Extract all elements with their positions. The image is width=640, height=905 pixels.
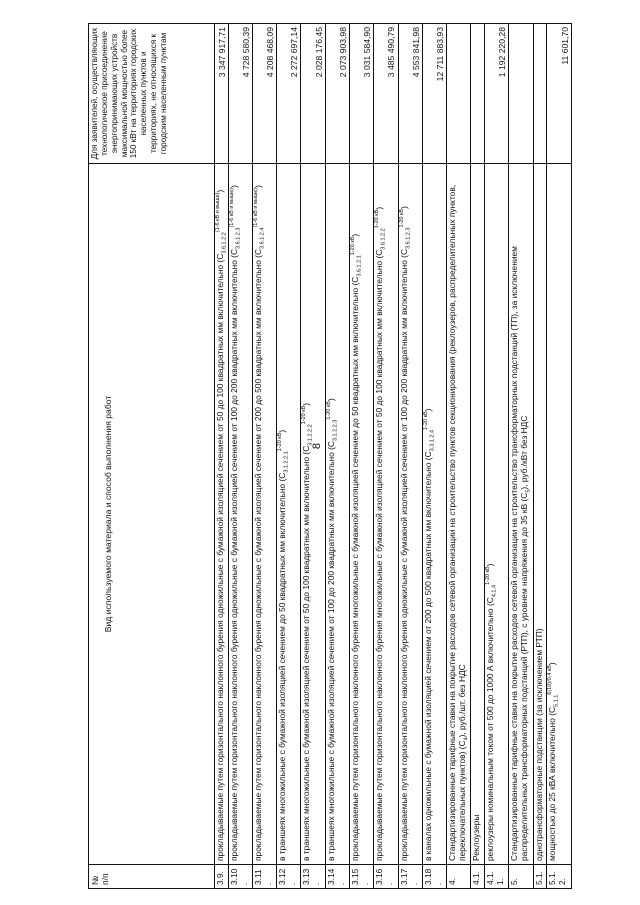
table-row <box>447 24 471 889</box>
row-number: 3.16. <box>374 865 398 889</box>
row-description-text: прокладываемые путем горизонтального наклонного бурения одножильные с бумажной изоляцией сечением от 100 до 200 квадратных мм включительно (С <box>398 248 409 861</box>
table-row <box>374 24 398 889</box>
table-body <box>214 24 571 889</box>
row-formula-subscript: 3.6.1.2.3 <box>235 227 242 249</box>
table-row <box>509 24 533 889</box>
row-formula-subscript: 3.3.1.2.4 <box>429 429 436 452</box>
row-formula-subscript: 3.1.2.2.3 <box>332 419 339 442</box>
page-number: 8 <box>311 442 323 450</box>
row-value: 2 073 903,98 <box>325 24 349 164</box>
row-formula-subscript: 5 <box>526 489 533 493</box>
row-value: 2 272 697,14 <box>277 24 301 164</box>
rotated-table-wrapper <box>88 23 572 889</box>
row-value: 11 601,70 <box>547 24 572 164</box>
row-description-text: Реклоузеры <box>471 814 482 861</box>
row-description-text: прокладываемые путем горизонтального наклонного бурения одножильные с бумажной изоляцией сечением от 100 до 200 квадратных мм включительно (С <box>228 248 239 861</box>
row-description-text: прокладываемые путем горизонтального наклонного бурения одножильные с бумажной изоляцией сечением от 200 до 500 квадратных мм включительно (С <box>252 248 263 861</box>
table-row <box>471 24 485 889</box>
table-row <box>252 24 276 889</box>
row-description-text: реклоузеры номинальным током от 500 до 1000 А включительно (С <box>485 597 496 861</box>
row-formula-subscript: 4.1.4 <box>491 584 498 598</box>
row-number: 3.18. <box>422 865 446 889</box>
row-formula-superscript: (1-6 кВ и выше) <box>214 192 221 233</box>
row-description: прокладываемые путем горизонтального наклонного бурения одножильные с бумажной изоляцией сечением от 200 до 500 квадратных мм включительно $(С_{3.6.1.2.4}^{(1-6 кВ и выше)})$ <box>252 164 276 865</box>
row-formula-subscript: 3.1.2.2.2 <box>308 424 315 446</box>
row-formula-superscript: 1-20 кВ <box>398 208 405 228</box>
row-description: в траншеях многожильные с бумажной изоляцией сечением до 50 квадратных мм включительно $(С_{3.1.2.2.1}^{1-20 кВ})$ <box>277 164 301 865</box>
row-formula-subscript: 5.1.1 <box>554 694 561 707</box>
row-description <box>471 164 485 865</box>
row-formula-subscript: 3.6.1.2.2 <box>381 228 387 250</box>
row-formula-superscript: 1-20 кВ <box>350 236 357 256</box>
row-description-text: в траншеях многожильные с бумажной изоляцией сечением от 50 до 100 квадратных мм включительно (С <box>301 445 312 861</box>
row-description-text: в каналах одножильные с бумажной изоляцией сечением от 200 до 500 квадратных мм включительно (С <box>422 451 433 861</box>
document-body <box>88 23 572 889</box>
header-value: Для заявителей, осуществляющих технологическое присоединение энергопринимающих устройств максимальной мощностью более 150 кВт на территориях городских населенных пунктов и территориях, не относящихся к городским населенным пунктам <box>89 24 215 164</box>
row-description <box>533 164 547 865</box>
row-description: прокладываемые путем горизонтального наклонного бурения одножильные с бумажной изоляцией сечением от 100 до 200 квадратных мм включительно $(С_{3.6.1.2.3}^{1-20 кВ})$ <box>398 164 422 865</box>
row-formula-superscript: 1-20 кВ <box>485 566 492 585</box>
row-description <box>509 164 533 865</box>
table-row <box>325 24 349 889</box>
row-description: прокладываемые путем горизонтального наклонного бурения многожильные с бумажной изоляцией сечением от 50 до 100 квадратных мм включительно $(С_{3.6.1.2.2}^{1-20 кВ})$ <box>374 164 398 865</box>
row-number: 3.15. <box>350 865 374 889</box>
row-value <box>471 24 485 164</box>
row-value: 4 728 580,39 <box>228 24 252 164</box>
row-number: 4. <box>447 865 471 889</box>
tariff-table <box>88 23 572 889</box>
row-description: прокладываемые путем горизонтального наклонного бурения многожильные с бумажной изоляцией сечением до 50 квадратных мм включительно $(С_{3.6.1.2.1}^{1-20 кВ})$ <box>350 164 374 865</box>
row-value: 2 028 176,45 <box>301 24 325 164</box>
table-row <box>228 24 252 889</box>
row-value: 12 711 883,93 <box>422 24 446 164</box>
row-formula-subscript: 3.1.2.2.1 <box>283 451 290 473</box>
row-description-text: Стандартизированные тарифные ставки на покрытие расходов сетевой организации на строительство трансформаторных подстанций (ТП), за исключением распределительных трансформаторных подстанций (РТП), с уровнем напряжения до 35 кВ (С <box>509 246 530 861</box>
row-value <box>509 24 533 164</box>
row-number: 5.1.2. <box>547 865 572 889</box>
row-description: прокладываемые путем горизонтального наклонного бурения одножильные с бумажной изоляцией сечением от 50 до 100 квадратных мм включительно $(С_{3.6.1.2.2}^{(1-6 кВ и выше)})$ <box>214 164 228 865</box>
row-formula-subscript: 3.6.1.2.1 <box>356 255 363 277</box>
row-formula-superscript: 1-20 кВ <box>277 432 284 452</box>
row-description: в траншеях многожильные с бумажной изоляцией сечением от 100 до 200 квадратных мм включительно $(С_{3.1.2.2.3}^{1-20 кВ})$ <box>325 164 349 865</box>
table-row <box>398 24 422 889</box>
row-description-tail: ), руб./шт. без НДС <box>457 664 468 738</box>
row-value: 1 192 220,28 <box>485 24 509 164</box>
row-number: 4.1. <box>471 865 485 889</box>
row-formula-superscript: (1-6 кВ и выше) <box>253 187 260 228</box>
table-row <box>214 24 228 889</box>
table-row <box>547 24 572 889</box>
row-description-text: прокладываемые путем горизонтального наклонного бурения многожильные с бумажной изоляцией сечением от 50 до 100 квадратных мм включительно (С <box>374 249 385 861</box>
row-description <box>547 164 572 865</box>
row-formula-subscript: 3.6.1.2.2 <box>221 232 228 254</box>
header-num: № п/п <box>89 865 215 889</box>
table-row <box>485 24 509 889</box>
row-number: 3.14. <box>325 865 349 889</box>
row-number: 3.10. <box>228 865 252 889</box>
row-description: в каналах одножильные с бумажной изоляцией сечением от 200 до 500 квадратных мм включительно $(С_{3.3.1.2.4}^{1-20 кВ})$ <box>422 164 446 865</box>
row-description-text: однотрансформаторные подстанции (за исключением РТП) <box>533 628 544 861</box>
row-description-text: прокладываемые путем горизонтального наклонного бурения одножильные с бумажной изоляцией сечением от 50 до 100 квадратных мм включительно (С <box>214 253 225 861</box>
row-formula-superscript: 6(10)/0,4 кВ <box>547 665 554 695</box>
row-value: 3 347 917,71 <box>214 24 228 164</box>
row-formula-superscript: 1-20 кВ <box>374 209 381 229</box>
row-description-tail: ), руб./кВт без НДС <box>519 415 530 490</box>
row-description-text: в траншеях многожильные с бумажной изоляцией сечением от 100 до 200 квадратных мм включительно (С <box>325 441 336 861</box>
row-value: 3 485 490,79 <box>374 24 398 164</box>
row-formula-superscript: 1-20 кВ <box>301 405 308 425</box>
row-number: 3.9. <box>214 865 228 889</box>
row-number: 3.13. <box>301 865 325 889</box>
row-number: 3.11. <box>252 865 276 889</box>
table-row <box>533 24 547 889</box>
header-description: Вид используемого материала и способ выполнения работ <box>89 164 215 865</box>
row-number: 3.12. <box>277 865 301 889</box>
row-formula-subscript: 3.6.1.2.3 <box>405 227 412 249</box>
row-description-text: в траншеях многожильные с бумажной изоляцией сечением до 50 квадратных мм включительно (С <box>277 472 288 861</box>
table-row <box>301 24 325 889</box>
row-description-text: Стандартизированные тарифные ставки на покрытие расходов сетевой организации на строительство пунктов секционирования (реклоузеров, распределительных пунктов, переключательных пунктов) (С <box>447 184 468 861</box>
row-description-tail: ) <box>485 563 496 567</box>
row-value: 4 553 841,98 <box>398 24 422 164</box>
row-formula-superscript: 1-20 кВ <box>423 411 430 430</box>
row-number: 5. <box>509 865 533 889</box>
row-description <box>485 164 509 865</box>
row-description-text: мощностью до 25 кВА включительно (С <box>547 706 558 861</box>
row-formula-superscript: (1-6 кВ и выше) <box>228 187 235 228</box>
table-row <box>422 24 446 889</box>
row-description-tail: ) <box>547 662 558 666</box>
table-row <box>277 24 301 889</box>
row-description: прокладываемые путем горизонтального наклонного бурения одножильные с бумажной изоляцией сечением от 100 до 200 квадратных мм включительно $(С_{3.6.1.2.3}^{(1-6 кВ и выше)})$ <box>228 164 252 865</box>
row-value: 4 208 468,09 <box>252 24 276 164</box>
row-formula-subscript: 4 <box>463 737 470 741</box>
table-row <box>350 24 374 889</box>
row-number: 3.17. <box>398 865 422 889</box>
row-value: 3 031 584,90 <box>350 24 374 164</box>
table-header-row <box>89 24 215 889</box>
row-description: в траншеях многожильные с бумажной изоляцией сечением от 50 до 100 квадратных мм включительно $(С_{3.1.2.2.2}^{1-20 кВ})$ <box>301 164 325 865</box>
row-formula-subscript: 3.6.1.2.4 <box>259 227 266 249</box>
row-formula-superscript: 1-20 кВ <box>325 401 332 420</box>
row-description-text: прокладываемые путем горизонтального наклонного бурения многожильные с бумажной изоляцией сечением до 50 квадратных мм включительно (С <box>350 276 361 861</box>
row-value <box>447 24 471 164</box>
row-number: 4.1.1. <box>485 865 509 889</box>
row-number: 5.1. <box>533 865 547 889</box>
row-description <box>447 164 471 865</box>
row-value <box>533 24 547 164</box>
